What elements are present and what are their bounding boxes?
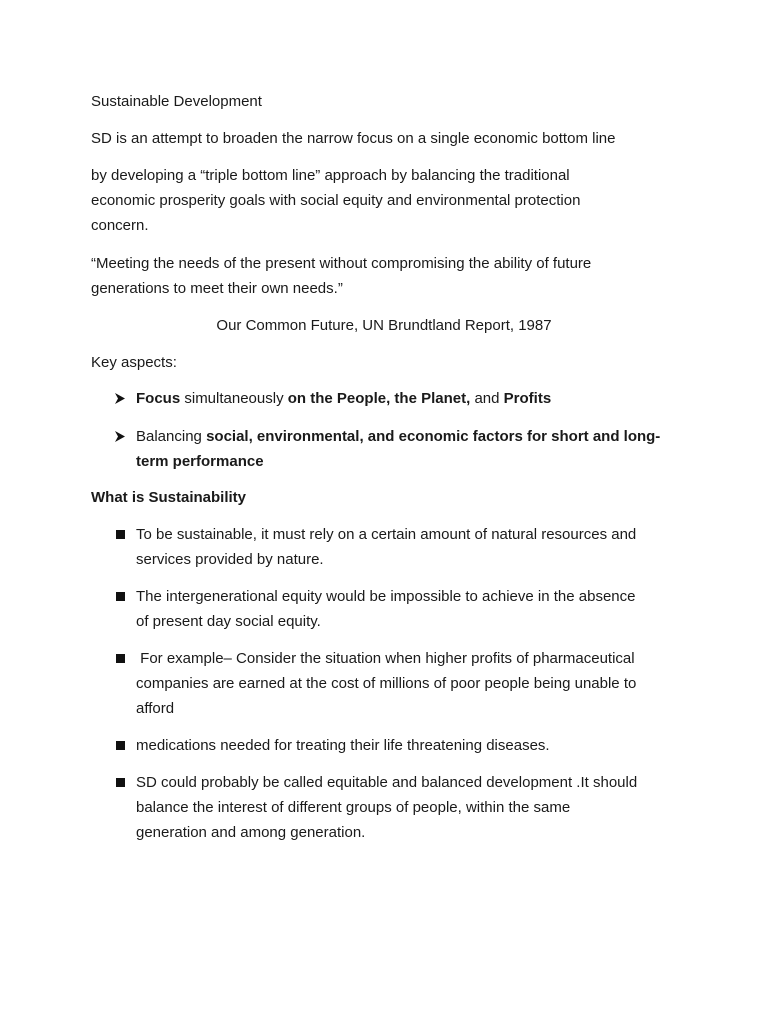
quote-citation: Our Common Future, UN Brundtland Report, 1987 (216, 317, 552, 334)
paragraph-line: concern. (91, 217, 149, 234)
arrowhead-bullet-icon (113, 386, 127, 411)
paragraph-line: economic prosperity goals with social equity and environmental protection (91, 192, 581, 209)
paragraph-line: by developing a “triple bottom line” approach by balancing the traditional (91, 167, 570, 184)
square-bullet-icon (116, 741, 125, 750)
document-page: Sustainable Development SD is an attempt to broaden the narrow focus on a single economic bottom line by developing a “triple bottom line” approach by balancing the traditional economic prosperity goals with social equity and environmental protection concern. “Meeting the needs of the present without compromising the ability of future generations to meet their own needs.” Our Common Future, UN Brundtland Report, 1987 Key aspects: Focus simultaneously on the People, the Planet, and Profits Balancing social, environmental, and economic factors for short and long- term performance What is Sustainability To be sustainable, it must rely on a certain amount of natural resources and services provided by nature. The intergenerational equity would be impossible to achieve in the absence of present day social equity. For example– Consider the situation when higher profits of pharmaceutical companies are earned at the cost of millions of poor people being unable to afford medications needed for treating their life threatening diseases. SD could probably be called equitable and balanced development .It should balance the interest of different groups of people, within the same generation and among generation. (0, 0, 768, 1024)
arrowhead-bullet-icon (113, 424, 127, 449)
document-title: Sustainable Development (91, 93, 262, 110)
key-aspects-label: Key aspects: (91, 354, 177, 371)
intro-paragraph: SD is an attempt to broaden the narrow focus on a single economic bottom line (91, 130, 616, 147)
square-bullet-icon (116, 654, 125, 663)
quote-line: generations to meet their own needs.” (91, 280, 343, 297)
triple-bottom-line-paragraph (91, 163, 580, 238)
quote-line: “Meeting the needs of the present without compromising the ability of future (91, 255, 592, 272)
square-bullet-icon (116, 530, 125, 539)
square-bullet-icon (116, 778, 125, 787)
square-bullet-icon (116, 592, 125, 601)
brundtland-quote (91, 251, 591, 301)
sustainability-heading: What is Sustainability (91, 489, 247, 506)
